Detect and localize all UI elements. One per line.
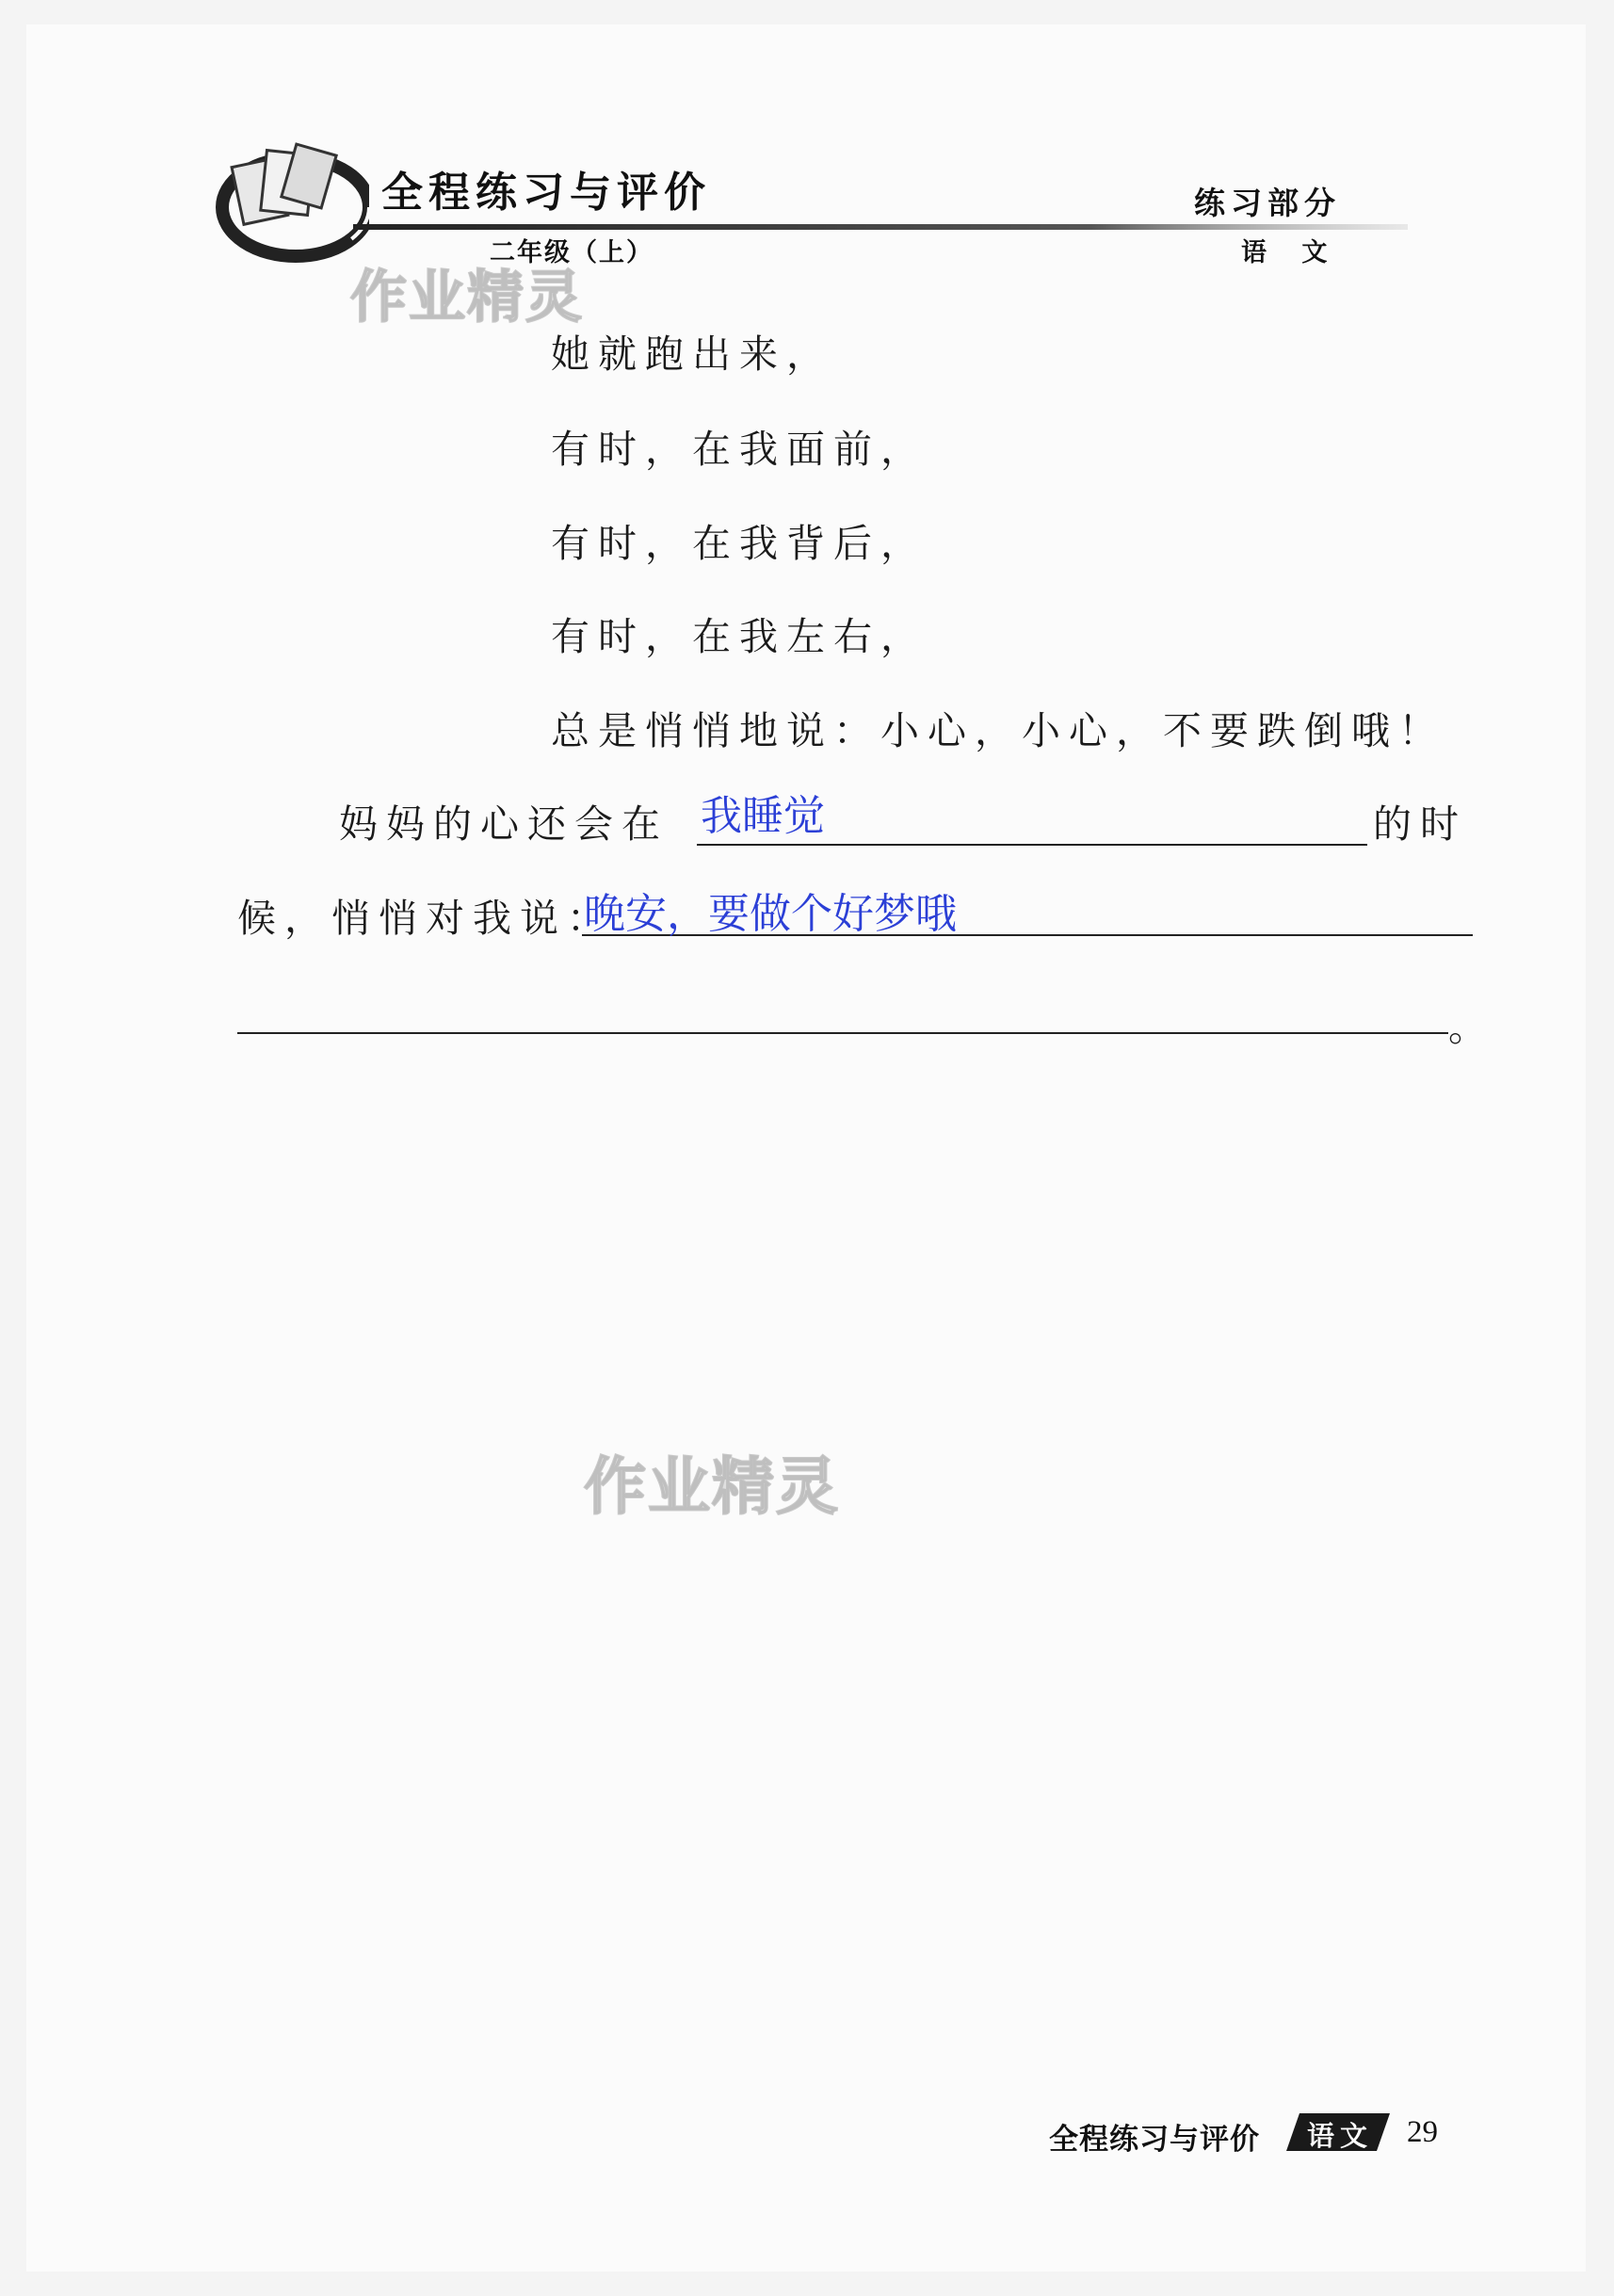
answer-blank-1[interactable] <box>697 844 1367 846</box>
footer-subject: 语文 <box>1307 2120 1374 2152</box>
question-text-middle: 的时 <box>1373 801 1467 847</box>
poem-line: 她就跑出来， <box>551 331 833 377</box>
book-title: 全程练习与评价 <box>381 169 711 217</box>
answer-blank-3[interactable] <box>237 1032 1448 1034</box>
header-rule <box>353 222 1408 232</box>
watermark: 作业精灵 <box>584 1450 840 1523</box>
subject-label: 语 文 <box>1241 238 1341 267</box>
poem-line: 有时，在我左右， <box>551 614 928 659</box>
poem-line: 有时，在我面前， <box>551 427 928 472</box>
section-label: 练习部分 <box>1194 185 1341 221</box>
page-number: 29 <box>1407 2115 1438 2149</box>
end-mark: 。 <box>1448 1005 1495 1050</box>
handwritten-answer-2: 晚安，要做个好梦哦 <box>584 890 957 938</box>
poem-line: 总是悄悄地说：小心，小心，不要跌倒哦！ <box>551 708 1445 753</box>
watermark: 作业精灵 <box>350 265 584 331</box>
footer-subject-badge <box>1286 2113 1390 2151</box>
question-text-continued: 候，悄悄对我说： <box>237 896 614 941</box>
question-text-start: 妈妈的心还会在 <box>339 801 669 847</box>
poem-line: 有时，在我背后， <box>551 521 928 566</box>
footer-book-title: 全程练习与评价 <box>1049 2123 1260 2157</box>
book-logo-icon <box>209 141 369 268</box>
handwritten-answer-1: 我睡觉 <box>701 792 825 840</box>
grade-label: 二年级（上） <box>490 238 654 267</box>
